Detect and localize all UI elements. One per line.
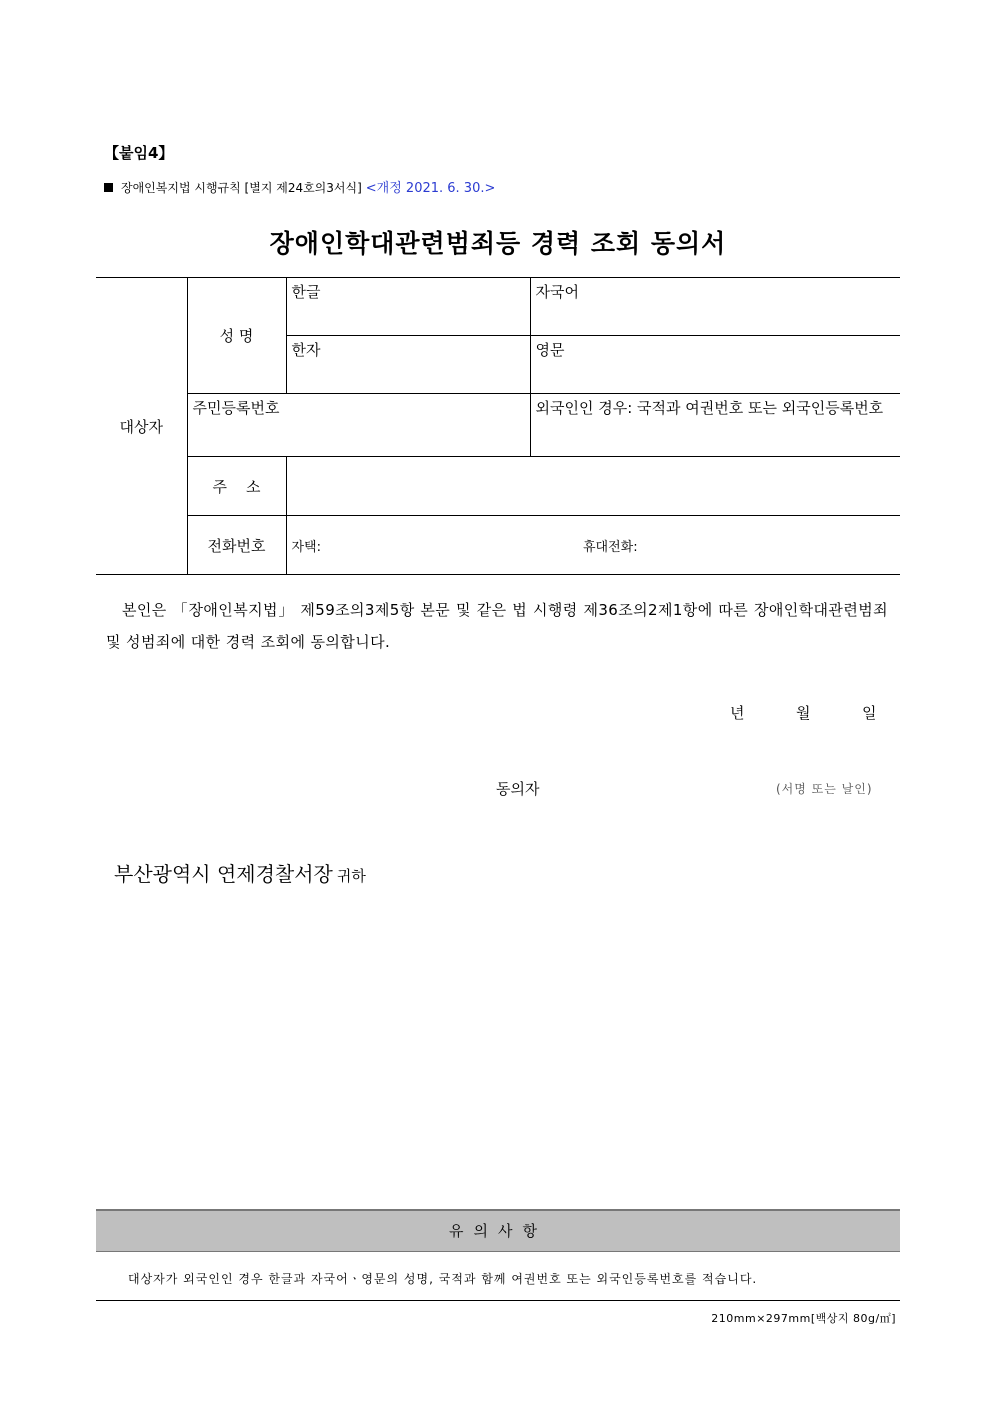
amendment-date: <개정 2021. 6. 30.>: [365, 181, 496, 196]
address-field[interactable]: [286, 457, 900, 516]
paper-spec: 210mm×297mm[백상지 80g/㎡]: [711, 1312, 896, 1325]
native-name-field[interactable]: [530, 278, 900, 336]
document-title: 장애인학대관련범죄등 경력 조회 동의서: [269, 229, 727, 258]
korean-name-label: 한글: [291, 283, 321, 301]
law-reference-text: 장애인복지법 시행규칙 [별지 제24호의3서식]: [121, 181, 362, 195]
resident-number-field[interactable]: [187, 394, 530, 457]
day-label: 일: [862, 704, 877, 722]
resident-number-label: 주민등록번호: [192, 399, 280, 417]
subject-info-table: [96, 277, 900, 575]
date-line: [730, 702, 877, 723]
address-label: 주 소: [187, 457, 286, 516]
year-label: 년: [730, 704, 745, 722]
addressee-suffix: 귀하: [336, 867, 366, 885]
mobile-phone-label: 휴대전화:: [583, 539, 638, 555]
consent-text: 본인은 「장애인복지법」 제59조의3제5항 본문 및 같은 법 시행령 제36조의2제1항에 따른 장애인학대관련범죄 및 성범죄에 대한 경력 조회에 동의합니다.: [106, 601, 888, 651]
notice-divider: [96, 1300, 900, 1301]
attachment-label: 【붙임4】: [104, 144, 174, 162]
hanja-name-label: 한자: [291, 341, 321, 359]
phone-label: 전화번호: [187, 516, 286, 575]
home-phone-field[interactable]: [286, 516, 530, 575]
month-label: 월: [796, 704, 811, 722]
square-bullet-icon: [104, 183, 113, 192]
korean-name-field[interactable]: [286, 278, 530, 336]
mobile-phone-field[interactable]: [530, 516, 900, 575]
foreigner-id-label: 외국인인 경우: 국적과 여권번호 또는 외국인등록번호: [535, 399, 884, 417]
signature-hint: (서명 또는 날인): [776, 782, 873, 796]
name-label: 성 명: [187, 278, 286, 394]
addressee: [114, 858, 366, 887]
foreigner-id-field[interactable]: [530, 394, 900, 457]
notice-body: 대상자가 외국인인 경우 한글과 자국어ㆍ영문의 성명, 국적과 함께 여권번호 또는 외국인등록번호를 적습니다.: [128, 1272, 758, 1286]
law-reference: [104, 177, 495, 196]
hanja-name-field[interactable]: [286, 336, 530, 394]
home-phone-label: 자택:: [291, 539, 321, 555]
notice-heading: 유의사항: [96, 1209, 900, 1252]
consent-statement: [106, 594, 888, 658]
english-name-field[interactable]: [530, 336, 900, 394]
addressee-name: 부산광역시 연제경찰서장: [114, 862, 333, 886]
subject-label: 대상자: [96, 278, 187, 575]
english-name-label: 영문: [535, 341, 565, 359]
native-name-label: 자국어: [535, 283, 579, 301]
consenter-label: 동의자: [496, 780, 540, 798]
